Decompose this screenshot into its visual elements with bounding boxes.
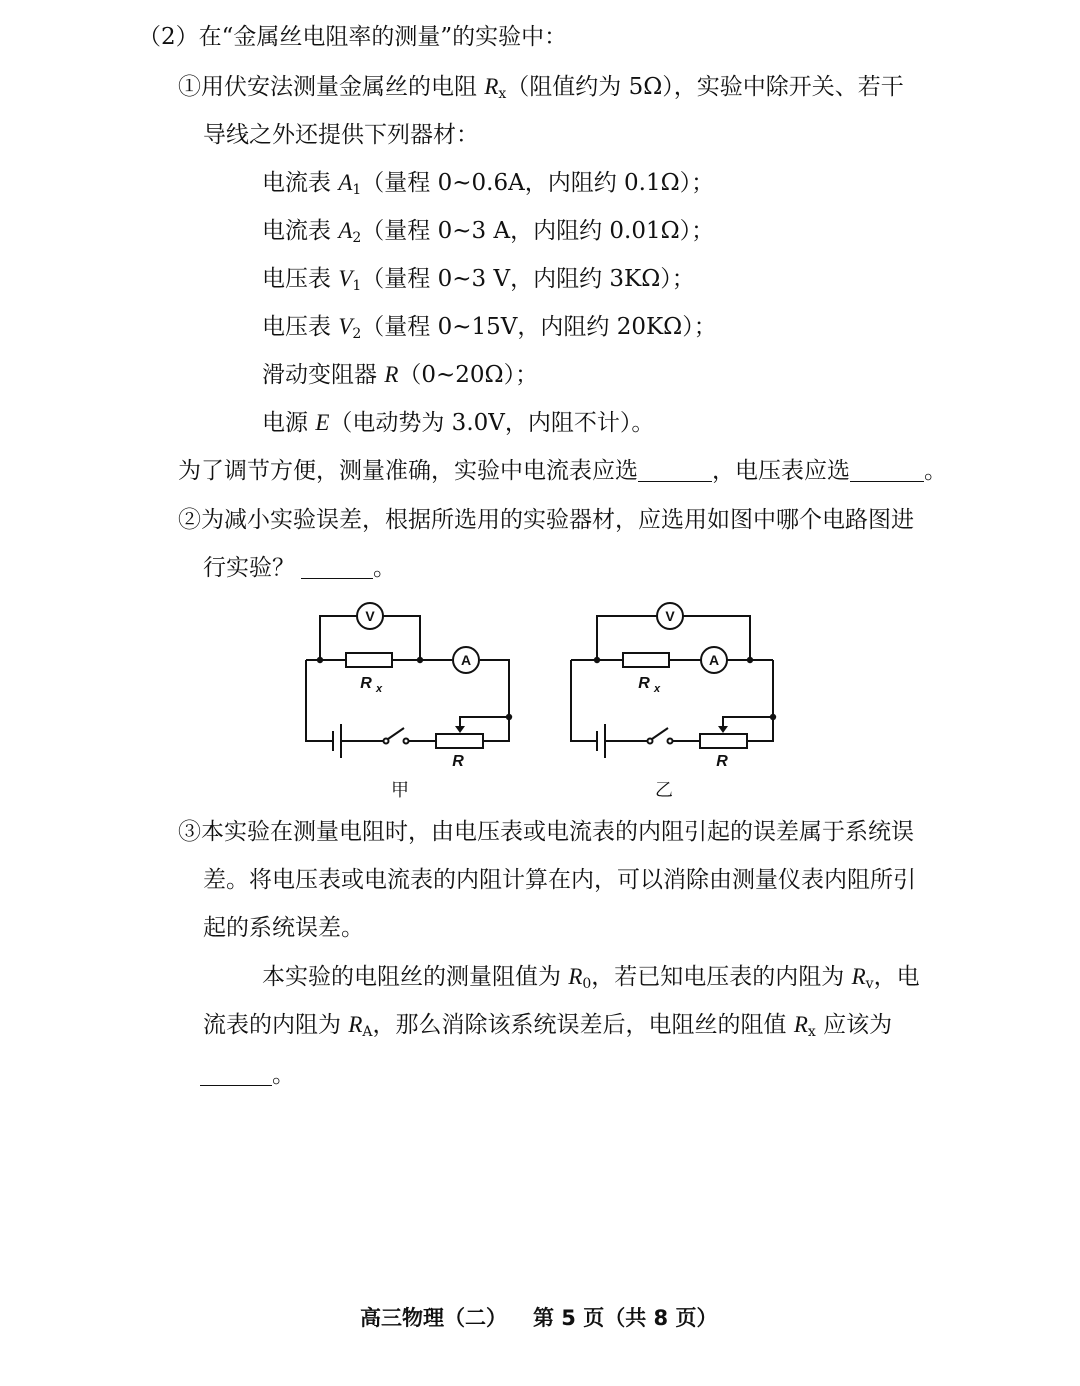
equipment-item: [262, 168, 714, 205]
equipment-name: 电流表: [262, 218, 339, 244]
voltmeter-symbol: [357, 603, 383, 629]
ammeter-symbol: [453, 647, 479, 673]
equipment-name: 电源: [262, 410, 316, 436]
circuit-answer-blank[interactable]: [301, 556, 373, 579]
equipment-subscript: 2: [352, 230, 362, 246]
part3-line3: 起的系统误差。: [203, 915, 364, 941]
part2-line2: [203, 553, 396, 583]
r0-subscript: 0: [582, 976, 592, 992]
rx-symbol: R: [793, 1012, 808, 1037]
equipment-item: [262, 216, 714, 253]
rx-subscript: x: [807, 1024, 816, 1040]
battery-symbol: [333, 724, 341, 758]
part2-line1: ②为减小实验误差，根据所选用的实验器材，应选用如图中哪个电路图进: [178, 507, 914, 533]
select-text-a: 为了调节方便，测量准确，实验中电流表应选: [178, 458, 638, 484]
rx-label: [638, 675, 650, 692]
equipment-item: [262, 360, 538, 390]
rx-label: [360, 675, 372, 692]
equipment-item: [262, 264, 695, 301]
equipment-desc: （量程 0~15V，内阻约 20KΩ）；: [361, 314, 717, 340]
equipment-symbol: V: [338, 266, 353, 291]
rx-answer-blank[interactable]: [200, 1063, 272, 1086]
voltmeter-symbol: [657, 603, 683, 629]
circuit-left: [306, 603, 512, 801]
ammeter-label: A: [460, 652, 472, 668]
voltmeter-label: V: [665, 608, 675, 624]
equipment-desc: （量程 0~3 V，内阻约 3KΩ）；: [361, 266, 695, 292]
voltmeter-answer-blank[interactable]: [850, 459, 924, 482]
select-text-b: ，电压表应选: [712, 458, 850, 484]
page-footer: [360, 1303, 717, 1333]
equipment-name: 电压表: [262, 314, 339, 340]
part1-text-a: ①用伏安法测量金属丝的电阻: [178, 74, 485, 100]
voltmeter-label: V: [365, 608, 375, 624]
equipment-subscript: 1: [352, 278, 362, 294]
question-title: （2）在“金属丝电阻率的测量”的实验中：: [138, 24, 568, 50]
equipment-symbol: A: [338, 218, 353, 243]
equipment-desc: （电动势为 3.0V，内阻不计）。: [329, 410, 655, 436]
rx-resistor: [623, 653, 669, 667]
rx-label-subscript: x: [376, 683, 383, 695]
ra-subscript: A: [362, 1024, 373, 1040]
rx-label-main: R: [638, 675, 650, 692]
part3-line5: [203, 1010, 892, 1047]
part3-text-f: 应该为: [815, 1012, 893, 1038]
equipment-desc: （0~20Ω）；: [398, 362, 539, 388]
equipment-name: 电流表: [262, 170, 339, 196]
equipment-subscript: 2: [352, 326, 362, 342]
rx-label-main: R: [360, 675, 372, 692]
part2-end: 。: [373, 555, 396, 581]
circuit-left-wires: [306, 616, 509, 741]
part3-text-a: 本实验的电阻丝的测量阻值为: [262, 964, 569, 990]
equipment-symbol: R: [384, 362, 399, 387]
ammeter-label: A: [708, 652, 720, 668]
ammeter-answer-blank[interactable]: [638, 459, 712, 482]
part1-line1: [178, 72, 904, 109]
circuit-right-wires: [571, 616, 773, 741]
rheostat-symbol: [700, 734, 747, 748]
part3-line4: [262, 962, 920, 999]
select-text-c: 。: [924, 458, 947, 484]
equipment-item: [262, 408, 654, 438]
switch-symbol: [384, 728, 409, 744]
rx-label-subscript: x: [654, 683, 661, 695]
rv-symbol: R: [851, 964, 866, 989]
circuit-right-junctions: [594, 657, 776, 720]
circuit-diagrams: [0, 598, 1080, 808]
equipment-symbol: V: [338, 314, 353, 339]
part3-line2: 差。将电压表或电流表的内阻计算在内，可以消除由测量仪表内阻所引: [203, 867, 916, 893]
rx-resistor: [346, 653, 392, 667]
part3-text-c: ，电: [873, 964, 920, 990]
equipment-name: 滑动变阻器: [262, 362, 385, 388]
rv-subscript: v: [865, 976, 874, 992]
part1-line2: 导线之外还提供下列器材：: [203, 122, 479, 148]
switch-symbol: [648, 728, 673, 744]
rheostat-label: R: [452, 753, 464, 770]
circuit-right: [571, 603, 776, 801]
footer-subject: 高三物理（二）: [360, 1306, 507, 1330]
equipment-name: 电压表: [262, 266, 339, 292]
part3-end: 。: [272, 1062, 295, 1088]
select-line: [178, 456, 947, 486]
r0-symbol: R: [568, 964, 583, 989]
rx-symbol: R: [484, 74, 499, 99]
part1-text-b: （阻值约为 5Ω），实验中除开关、若干: [506, 74, 904, 100]
battery-symbol: [597, 724, 605, 758]
equipment-symbol: E: [315, 410, 330, 435]
part3-line1: ③本实验在测量电阻时，由电压表或电流表的内阻引起的误差属于系统误: [178, 819, 914, 845]
part3-text-d: 流表的内阻为: [203, 1012, 349, 1038]
part3-text-b: ，若已知电压表的内阻为: [591, 964, 852, 990]
rx-subscript: x: [498, 86, 507, 102]
part2-text: 行实验？: [203, 555, 295, 581]
rheostat-label: R: [716, 753, 728, 770]
part3-line6: [200, 1060, 295, 1090]
rheostat-symbol: [436, 734, 483, 748]
footer-page: 第 5 页（共 8 页）: [533, 1306, 718, 1330]
ra-symbol: R: [348, 1012, 363, 1037]
equipment-symbol: A: [338, 170, 353, 195]
right-caption: 乙: [655, 780, 673, 801]
ammeter-symbol: [701, 647, 727, 673]
equipment-desc: （量程 0~3 A，内阻约 0.01Ω）；: [361, 218, 715, 244]
equipment-item: [262, 312, 717, 349]
left-caption: 甲: [391, 780, 409, 801]
equipment-desc: （量程 0~0.6A，内阻约 0.1Ω）；: [361, 170, 715, 196]
equipment-subscript: 1: [352, 182, 362, 198]
part3-text-e: ，那么消除该系统误差后，电阻丝的阻值: [372, 1012, 794, 1038]
